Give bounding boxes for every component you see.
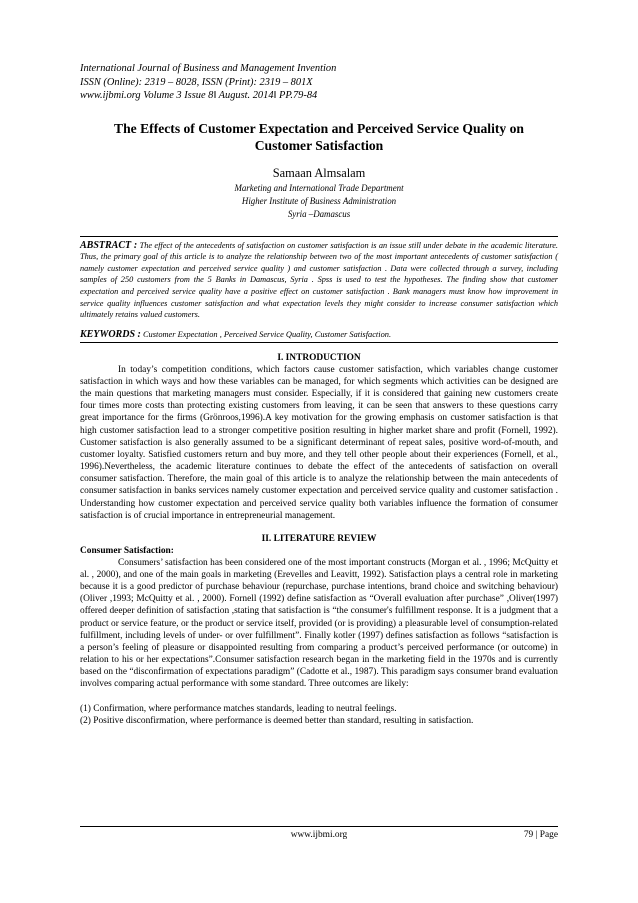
- abstract-text: The effect of the antecedents of satisfaction on customer satisfaction is an issue still under debate in the academic literature. Thus, the primary goal of this article is to analyze the relationship between two of the most important antecedents of customer satisfaction ( namely customer expectation and perceived service quality ) and customer satisfaction . Data were collected through a survey, including samples of 250 customers from the 5 Banks in Damascus, Syria . Spss is used to test the hypotheses. The finding show that customer expectation and perceived service quality have a positive effect on customer satisfaction . Bank managers must know how improvement in service quality influences customer satisfaction and what expectation levels they might consider to increase consumer satisfaction which ultimately retains valued customers.: [80, 240, 559, 320]
- paper-title-line-1: The Effects of Customer Expectation and Perceived Service Quality on: [114, 120, 524, 136]
- affiliation-department: Marketing and International Trade Department: [234, 182, 404, 193]
- author-name: Samaan Almsalam: [272, 165, 366, 180]
- literature-paragraph: Consumers’ satisfaction has been considered one of the most important constructs (Morgan et al. , 1996; McQuitty et al. , 2000), and one of the main goals in marketing (Erevelles and Leavitt, 1992). Satisfaction plays a central role in marketing because it is a good predictor of purchase behaviour (repurchase, purchase intentions, brand choice and switching behaviour) (Oliver ,1993; McQuitty et al. , 2000). Fornell (1992) define satisfaction as “Overall evaluation after purchase” ,Oliver(1997) offered deeper definition of satisfaction ,stating that satisfaction is “the consumer's fulfillment response. It is a judgment that a product or service feature, or the product or service itself, provided (or is providing) a pleasurable level of consumption-related fulfillment, including levels of under- or over fulfillment”. Finally kotler (1997) defines satisfaction as follows “satisfaction is a person’s feeling of pleasure or disappointed resulting from comparing a product’s perceived performance (or outcome) in relation to his or her expectations”.Consumer satisfaction research began in the marketing field in the 1970s and is currently based on the “disconfirmation of expectations paradigm” (Cadotte et al., 1987). This paradigm says consumer brand evaluation involves comparing actual performance with some standard. Three outcomes are likely:: [80, 557, 558, 690]
- keywords: [80, 329, 558, 343]
- keywords-text: Customer Expectation , Perceived Service Quality, Customer Satisfaction.: [142, 329, 392, 339]
- keywords-label: KEYWORDS :: [80, 328, 141, 340]
- journal-name: International Journal of Business and Management Invention: [80, 63, 337, 74]
- author-affiliation: [80, 182, 558, 221]
- outcome-list: [80, 703, 558, 727]
- affiliation-location: Syria –Damascus: [287, 209, 351, 220]
- journal-header: [80, 62, 558, 103]
- footer-url: www.ijbmi.org: [290, 830, 348, 840]
- paper-title-line-2: Customer Satisfaction: [254, 137, 384, 153]
- list-item: (2) Positive disconfirmation, where performance is deemed better than standard, resulting in satisfaction.: [80, 715, 474, 726]
- abstract-label: ABSTRACT :: [80, 239, 138, 251]
- section-heading-introduction: I. INTRODUCTION: [277, 352, 361, 363]
- paper-title: [80, 120, 558, 154]
- page-footer: [80, 826, 558, 841]
- journal-volume: www.ijbmi.org Volume 3 Issue 8ǁ August. 2014ǁ PP.79-84: [80, 90, 318, 102]
- introduction-paragraph: In today’s competition conditions, which factors cause customer satisfaction, which variables change customer satisfaction in which ways and how these variables can be managed, for which segments which activities can be designed are the main questions that marketing managers must consider. Especially, if it is considered that gaining new customers create four times more costs than protecting existing customers from leaving, it can be seen that answers to these questions carry great importance for the firms (Grönroos,1996).A key motivation for the growing emphasis on customer satisfaction is that high customer satisfaction lead to a stronger competitive position resulting in higher market share and profit (Fornell, 1992). Customer satisfaction is also generally assumed to be a significant determinant of repeat sales, positive word-of-mouth, and customer loyalty. Satisfied customers return and buy more, and they tell other people about their experiences (Fornell, et al., 1996).Nevertheless, the academic literature continues to debate the effect of the antecedents of satisfaction on overall consumer satisfaction. Therefore, the main goal of this article is to analyze the relationship between the main antecedents of consumer satisfaction in banks services namely customer expectation and perceived service quality and customer satisfaction . Understanding how customer expectation and perceived service quality both variables influence the formation of consumer satisfaction is of crucial importance in entrepreneurial management.: [80, 364, 558, 521]
- page-number: 79 | Page: [523, 830, 558, 840]
- abstract: [80, 236, 558, 321]
- affiliation-institute: Higher Institute of Business Administration: [241, 196, 397, 207]
- section-heading-literature-review: II. LITERATURE REVIEW: [261, 533, 377, 544]
- journal-issn: ISSN (Online): 2319 – 8028, ISSN (Print): 2319 – 801X: [80, 76, 313, 88]
- list-item: (1) Confirmation, where performance matches standards, leading to neutral feelings.: [80, 703, 397, 714]
- subheading-consumer-satisfaction: Consumer Satisfaction:: [80, 545, 174, 556]
